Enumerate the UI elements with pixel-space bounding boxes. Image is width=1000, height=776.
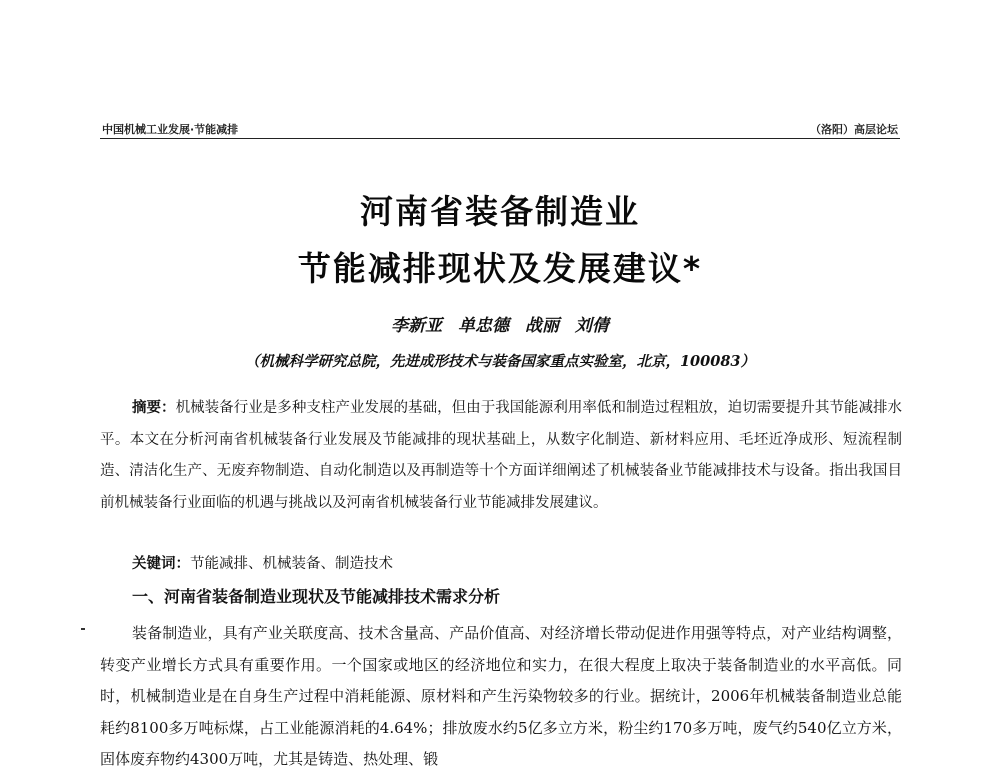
section-title: 一、河南省装备制造业现状及节能减排技术需求分析 [132,587,501,606]
title-line-1: 河南省装备制造业 [360,192,640,231]
running-header-left: 中国机械工业发展·节能减排 [102,123,239,136]
title-line-2: 节能减排现状及发展建议* [297,249,703,288]
running-header [100,120,900,139]
keywords-label: 关键词： [132,555,190,572]
margin-mark [81,628,85,630]
abstract-text: 机械装备行业是多种支柱产业发展的基础，但由于我国能源利用率低和制造过程粗放，迫切需要提升其节能减排水平。本文在分析河南省机械装备行业发展及节能减排的现状基础上，从数字化制造、新材料应用、毛坯近净成形、短流程制造、清洁化生产、无废弃物制造、自动化制造以及再制造等十个方面详细阐述了机械装备业节能减排技术与设备。指出我国目前机械装备行业面临的机遇与挑战以及河南省机械装备行业节能减排发展建议。 [100,400,903,511]
affiliation: （机械科学研究总院，先进成形技术与装备国家重点实验室，北京，100083） [244,353,756,370]
keywords-text: 节能减排、机械装备、制造技术 [190,556,393,572]
keywords [100,552,902,573]
authors: 李新亚 单忠德 战丽 刘倩 [391,316,609,336]
body-paragraph: 装备制造业，具有产业关联度高、技术含量高、产品价值高、对经济增长带动促进作用强等特点，对产业结构调整，转变产业增长方式具有重要作用。一个国家或地区的经济地位和实力，在很大程度上取决于装备制造业的水平高低。同时，机械制造业是在自身生产过程中消耗能源、原材料和产生污染物较多的行业。据统计，2006年机械装备制造业总能耗约8100多万吨标煤，占工业能源消耗的4.64%；排放废水约5亿多立方米，粉尘约170多万吨，废气约540亿立方米，固体废弃物约4300万吨，尤其是铸造、热处理、锻 [100,624,902,768]
abstract [100,392,902,519]
running-header-right: （洛阳）高层论坛 [810,123,898,136]
abstract-label: 摘要： [132,399,176,416]
